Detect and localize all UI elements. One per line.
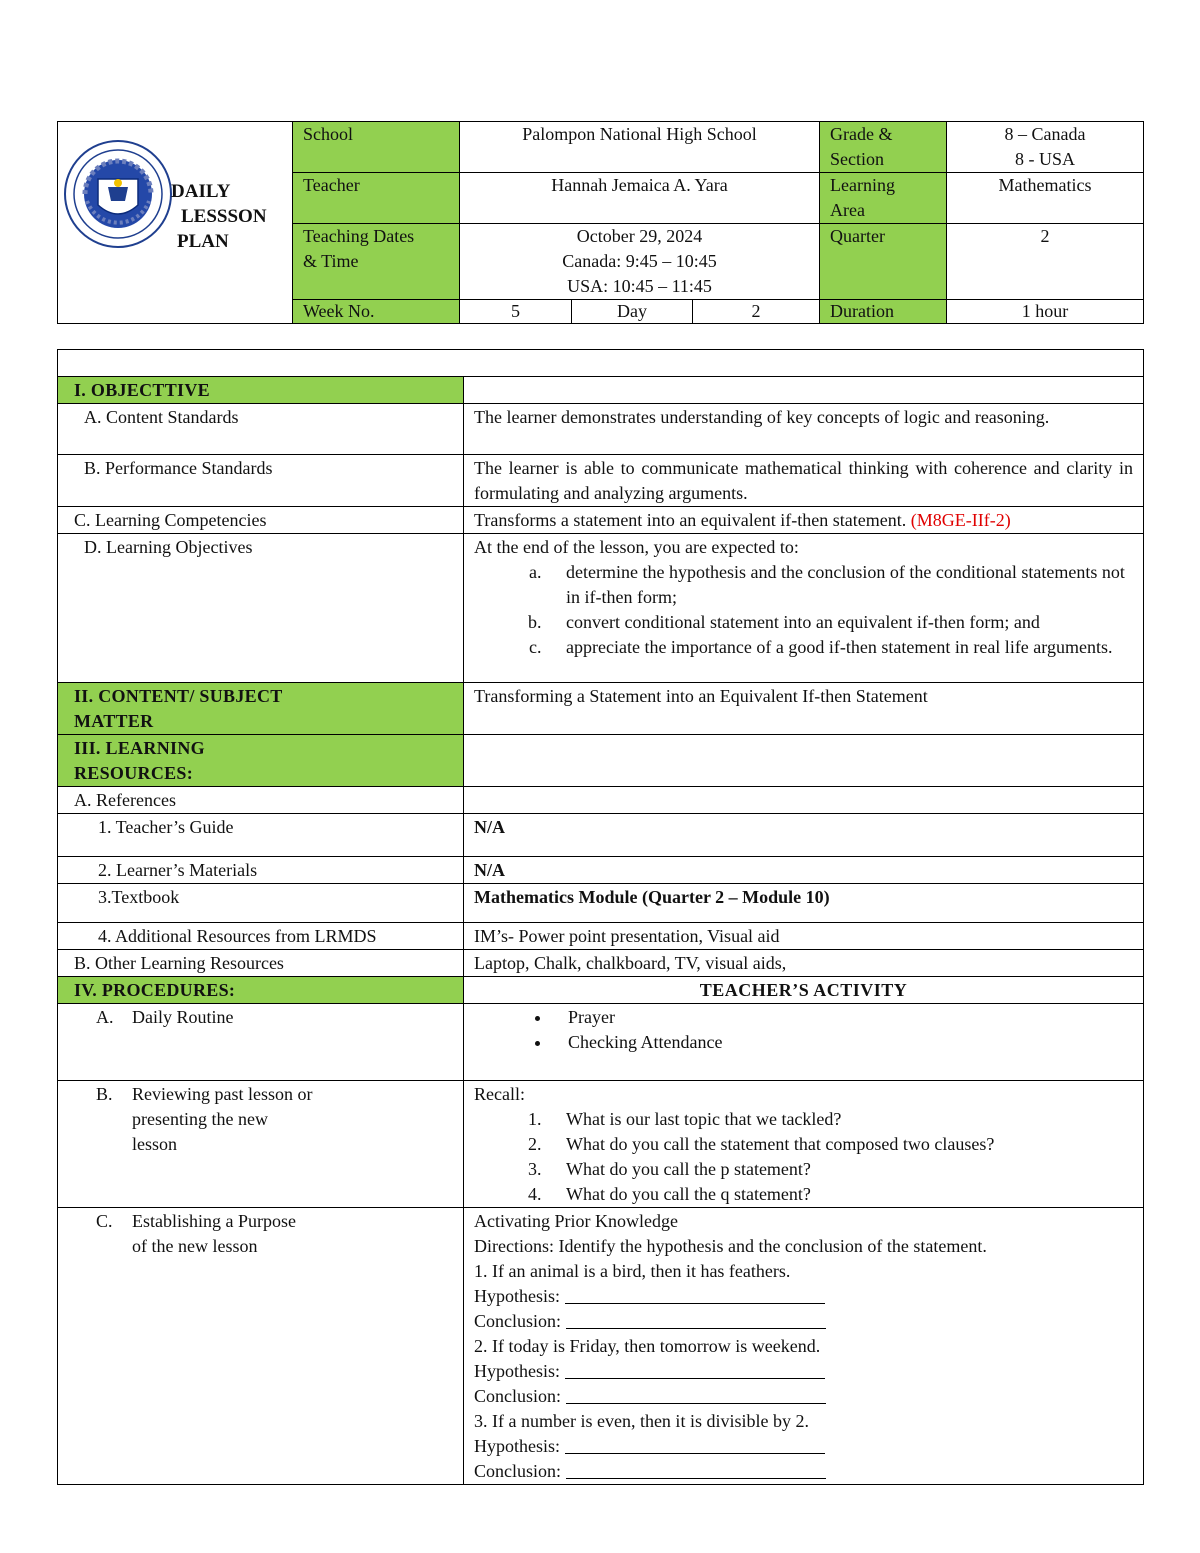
week-label: Week No. [293, 300, 460, 324]
list-item: 4. What do you call the q statement? [546, 1182, 1133, 1207]
school-value: Palompon National High School [460, 122, 820, 173]
reviewing-past-lesson-value: Recall: 1. What is our last topic that we tackled? 2. What do you call the statement that composed two clauses? 3. What do you call the p statement? 4. What do you call the q statement? [464, 1081, 1144, 1208]
list-item: 2. What do you call the statement that composed two clauses? [546, 1132, 1133, 1157]
logo-cell [58, 122, 293, 324]
quarter-label: Quarter [820, 224, 947, 300]
textbook-value: Mathematics Module (Quarter 2 – Module 10) [464, 884, 1144, 923]
hypothesis-blank[interactable] [565, 1435, 825, 1454]
duration-value: 1 hour [947, 300, 1144, 324]
header-table [57, 121, 1144, 324]
list-item: 1. What is our last topic that we tackled? [546, 1107, 1133, 1132]
week-value: 5 [460, 300, 572, 324]
learning-objectives-value: At the end of the lesson, you are expected to: a. determine the hypothesis and the conclusion of the conditional statements not in if-then form; b. convert conditional statement into an equivalent if-then form; and c. appreciate the importance of a good if-then statement in real life arguments. [464, 534, 1144, 683]
section-procedures: IV. PROCEDURES: [58, 977, 464, 1004]
content-standards-value: The learner demonstrates understanding of key concepts of logic and reasoning. [464, 404, 1144, 455]
content-standards-label: A. Content Standards [58, 404, 464, 455]
document-title: DAILY LESSSON PLAN [171, 181, 267, 252]
learning-objectives-label: D. Learning Objectives [58, 534, 464, 683]
routine-list [474, 1005, 1133, 1055]
spacer-row [58, 350, 1144, 377]
objective-empty-cell [464, 377, 1144, 404]
establishing-purpose-label: C. Establishing a Purpose of the new lesson [58, 1208, 464, 1485]
recall-list [474, 1107, 1133, 1207]
exercise-item: 3. If a number is even, then it is divisible by 2. [474, 1411, 809, 1431]
teachers-guide-label: 1. Teacher’s Guide [58, 814, 464, 857]
exercise-item: 1. If an animal is a bird, then it has feathers. [474, 1261, 791, 1281]
list-item: • Checking Attendance [552, 1030, 1133, 1055]
exercise-item: 2. If today is Friday, then tomorrow is weekend. [474, 1336, 821, 1356]
performance-standards-label: B. Performance Standards [58, 455, 464, 507]
establishing-purpose-value: Activating Prior Knowledge Directions: Identify the hypothesis and the conclusion of the statement. 1. If an animal is a bird, then it has feathers. Hypothesis: Conclusion: 2. If today is Friday, then tomorrow is weekend. Hypothesis: Conclusion: 3. If a number is even, then it is divisible by 2. Hypothesis: Conclusion: [464, 1208, 1144, 1485]
list-item: c. appreciate the importance of a good if-then statement in real life arguments. [546, 635, 1133, 660]
learning-area-label: Learning Area [820, 173, 947, 224]
teacher-value: Hannah Jemaica A. Yara [460, 173, 820, 224]
list-item: 3. What do you call the p statement? [546, 1157, 1133, 1182]
section-resources: III. LEARNING RESOURCES: [58, 735, 464, 787]
school-label: School [293, 122, 460, 173]
grade-label: Grade & Section [820, 122, 947, 173]
learning-area-value: Mathematics [947, 173, 1144, 224]
objectives-list [474, 560, 1133, 660]
other-resources-value: Laptop, Chalk, chalkboard, TV, visual aids, [464, 950, 1144, 977]
resources-empty-cell [464, 735, 1144, 787]
section-objective: I. OBJECTTIVE [58, 377, 464, 404]
conclusion-blank[interactable] [566, 1310, 826, 1329]
day-value: 2 [693, 300, 820, 324]
deped-seal-icon [63, 139, 173, 249]
reviewing-past-lesson-label: B. Reviewing past lesson or presenting the new lesson [58, 1081, 464, 1208]
other-resources-label: B. Other Learning Resources [58, 950, 464, 977]
hypothesis-blank[interactable] [565, 1285, 825, 1304]
conclusion-blank[interactable] [566, 1460, 826, 1479]
duration-label: Duration [820, 300, 947, 324]
grade-value: 8 – Canada 8 - USA [947, 122, 1144, 173]
list-item: a. determine the hypothesis and the conclusion of the conditional statements not in if-then form; [546, 560, 1133, 610]
lesson-plan-table [57, 349, 1144, 1485]
daily-routine-value [464, 1004, 1144, 1081]
competency-code: (M8GE-IIf-2) [910, 510, 1011, 530]
hypothesis-blank[interactable] [565, 1360, 825, 1379]
teachers-guide-value: N/A [464, 814, 1144, 857]
teaching-dates-label: Teaching Dates & Time [293, 224, 460, 300]
list-item: b. convert conditional statement into an equivalent if-then form; and [546, 610, 1133, 635]
daily-routine-label: A. Daily Routine [58, 1004, 464, 1081]
performance-standards-value: The learner is able to communicate mathematical thinking with coherence and clarity in formulating and analyzing arguments. [464, 455, 1144, 507]
textbook-label: 3.Textbook [58, 884, 464, 923]
teacher-label: Teacher [293, 173, 460, 224]
list-item: • Prayer [552, 1005, 1133, 1030]
day-label: Day [572, 300, 693, 324]
references-label: A. References [58, 787, 464, 814]
teachers-activity-header: TEACHER’S ACTIVITY [464, 977, 1144, 1004]
section-content: II. CONTENT/ SUBJECT MATTER [58, 683, 464, 735]
learning-competencies-label: C. Learning Competencies [58, 507, 464, 534]
quarter-value: 2 [947, 224, 1144, 300]
learners-materials-value: N/A [464, 857, 1144, 884]
content-value: Transforming a Statement into an Equivalent If-then Statement [464, 683, 1144, 735]
learning-competencies-value: Transforms a statement into an equivalent if-then statement. (M8GE-IIf-2) [464, 507, 1144, 534]
teaching-dates-value: October 29, 2024 Canada: 9:45 – 10:45 USA: 10:45 – 11:45 [460, 224, 820, 300]
learners-materials-label: 2. Learner’s Materials [58, 857, 464, 884]
conclusion-blank[interactable] [566, 1385, 826, 1404]
additional-resources-label: 4. Additional Resources from LRMDS [58, 923, 464, 950]
references-empty-cell [464, 787, 1144, 814]
additional-resources-value: IM’s- Power point presentation, Visual aid [464, 923, 1144, 950]
